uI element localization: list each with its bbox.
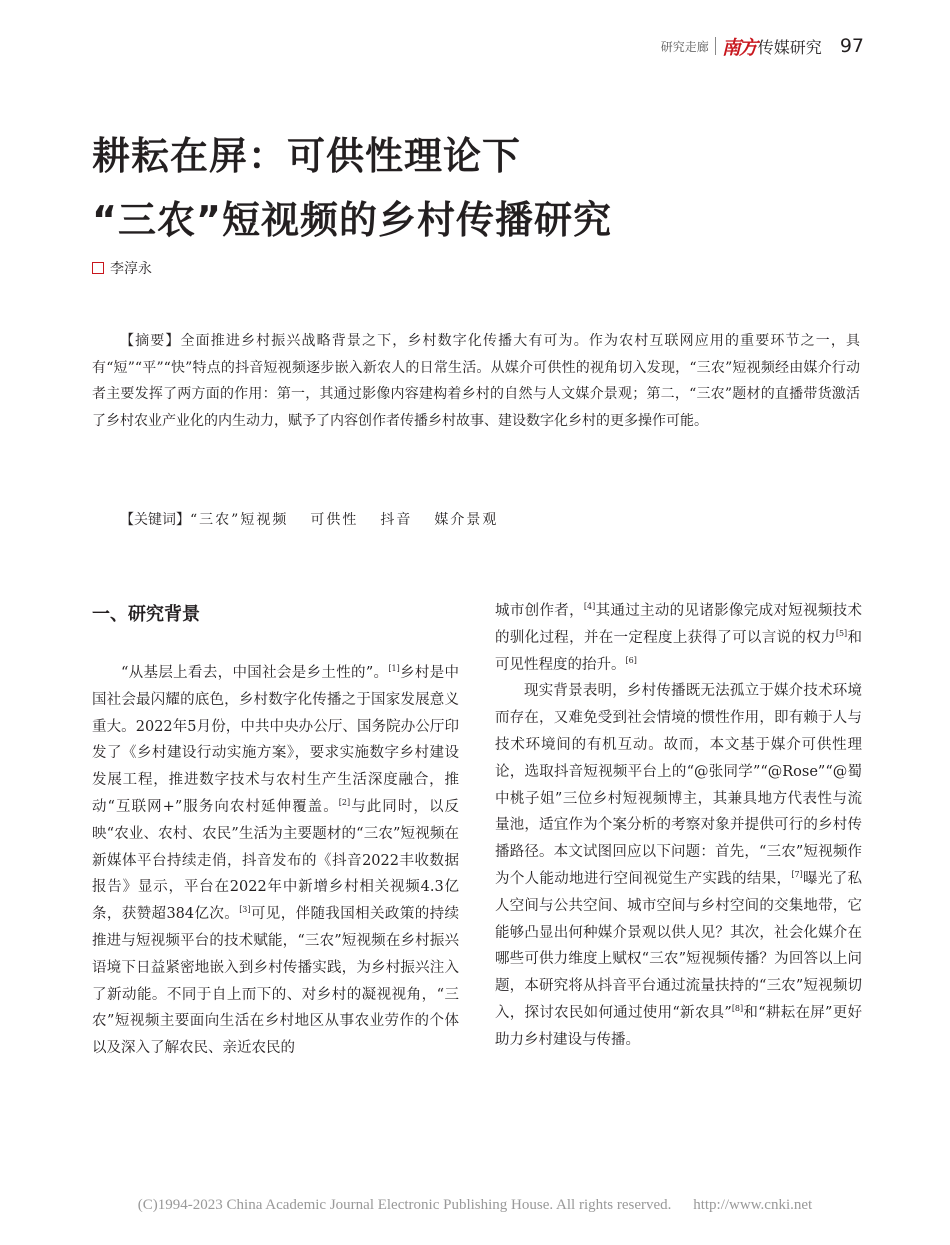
body-text: 可见，伴随我国相关政策的持续推进与短视频平台的技术赋能，“三农”短视频在乡村振兴语境下日益紧密地嵌入到乡村传播实践，为乡村振兴注入了新动能。不同于自上而下的、对乡村的凝视视角，“三农”短视频主要面向生活在乡村地区从事农业劳作的个体以及深入了解农民、亲近农民的 <box>92 906 459 1057</box>
header-section-name: 研究走廊 <box>660 39 709 54</box>
keywords-label: 【关键词】 <box>120 512 190 528</box>
section-heading: 一、研究背景 <box>92 604 200 625</box>
body-text: 曝光了私人空间与公共空间、城市空间与乡村空间的交集地带，它能够凸显出何种媒介景观以供人见？其次，社会化媒介在哪些可供力维度上赋权“三农”短视频传播？为回答以上问题，本研究将从抖音平台通过流量扶持的“三农”短视频切入，探讨农民如何通过使用“新农具” <box>495 870 863 1021</box>
keyword-item: 可供性 <box>310 512 359 528</box>
journal-name: 传媒研究 <box>757 37 822 57</box>
citation-ref: [2] <box>338 798 351 808</box>
citation-ref: [1] <box>388 664 400 674</box>
body-text: 乡村是中国社会最闪耀的底色，乡村数字化传播之于国家发展意义重大。2022年5月份，中共中央办公厅、国务院办公厅印发了《乡村建设行动实施方案》，要求实施数字乡村建设发展工程，推进数字技术与农村生产生活深度融合，推动“互联网+”服务向农村延伸覆盖。 <box>92 665 460 815</box>
title-line-1: 耕耘在屏：可供性理论下 <box>92 134 522 178</box>
author-box-icon <box>92 262 104 274</box>
citation-ref: [7] <box>791 870 803 880</box>
body-paragraph <box>495 678 862 1053</box>
left-column <box>92 600 459 1062</box>
citation-ref: [3] <box>239 905 251 915</box>
abstract-label: 【摘要】 <box>120 333 181 349</box>
citation-ref: [8] <box>731 1004 744 1014</box>
keyword-item: 媒介景观 <box>434 512 499 528</box>
article-title <box>92 124 612 252</box>
author-name: 李淳永 <box>110 261 152 277</box>
keyword-item: 抖音 <box>380 512 413 528</box>
body-text: 现实背景表明，乡村传播既无法孤立于媒介技术环境而存在，又难免受到社会情境的惯性作用，即有赖于人与技术环境间的有机互动。故而，本文基于媒介可供性理论，选取抖音短视频平台上的“@张同学”“@Rose”“@蜀中桃子姐”三位乡村短视频博主，其兼具地方代表性与流量池，适宜作为个案分析的考察对象并提供可行的乡村传播路径。本文试图回应以下问题：首先，“三农”短视频作为个人能动地进行空间视觉生产实践的结果， <box>495 683 862 887</box>
body-paragraph <box>92 660 459 1062</box>
body-text: 与此同时，以反映“农业、农村、农民”生活为主要题材的“三农”短视频在新媒体平台持续走俏，抖音发布的《抖音2022丰收数据报告》显示，平台在2022年中新增乡村相关视频4.3亿条，获赞超384亿次。 <box>92 798 459 923</box>
body-text: 其通过主动的见诸影像完成对短视频技术的驯化过程，并在一定程度上获得了可以言说的权力 <box>495 603 863 646</box>
journal-logo: 南方 <box>721 36 756 59</box>
page-number: 97 <box>839 35 864 57</box>
body-paragraph <box>495 598 862 678</box>
keywords <box>120 509 498 529</box>
body-text: 和可见性程度的抬升。 <box>495 629 863 673</box>
abstract-text: 全面推进乡村振兴战略背景之下，乡村数字化传播大有可为。作为农村互联网应用的重要环节之一，具有“短”“平”“快”特点的抖音短视频逐步嵌入新农人的日常生活。从媒介可供性的视角切入发现，“三农”短视频经由媒介行动者主要发挥了两方面的作用：第一，其通过影像内容建构着乡村的自然与人文媒介景观；第二，“三农”题材的直播带货激活了乡村农业产业化的内生动力，赋予了内容创作者传播乡村故事、建设数字化乡村的更多操作可能。 <box>92 333 860 429</box>
abstract <box>92 328 860 434</box>
keyword-item: “三农”短视频 <box>190 512 289 528</box>
body-text: 城市创作者， <box>495 603 584 619</box>
right-column <box>495 598 862 1054</box>
header-divider <box>715 37 716 55</box>
copyright-text: (C)1994-2023 China Academic Journal Electronic Publishing House. All rights reserved. <box>137 1197 672 1213</box>
citation-ref: [5] <box>835 628 848 638</box>
author-byline <box>92 258 152 278</box>
citation-ref: [4] <box>583 602 596 612</box>
copyright-footer <box>0 1197 950 1214</box>
body-text: “从基层上看去，中国社会是乡土性的”。 <box>121 665 389 681</box>
citation-ref: [6] <box>625 655 637 665</box>
cnki-link[interactable]: http://www.cnki.net <box>693 1197 813 1213</box>
body-text: 和“耕耘在屏”更好助力乡村建设与传播。 <box>495 1004 863 1048</box>
running-header <box>661 32 864 60</box>
title-line-2: “三农”短视频的乡村传播研究 <box>92 198 612 242</box>
